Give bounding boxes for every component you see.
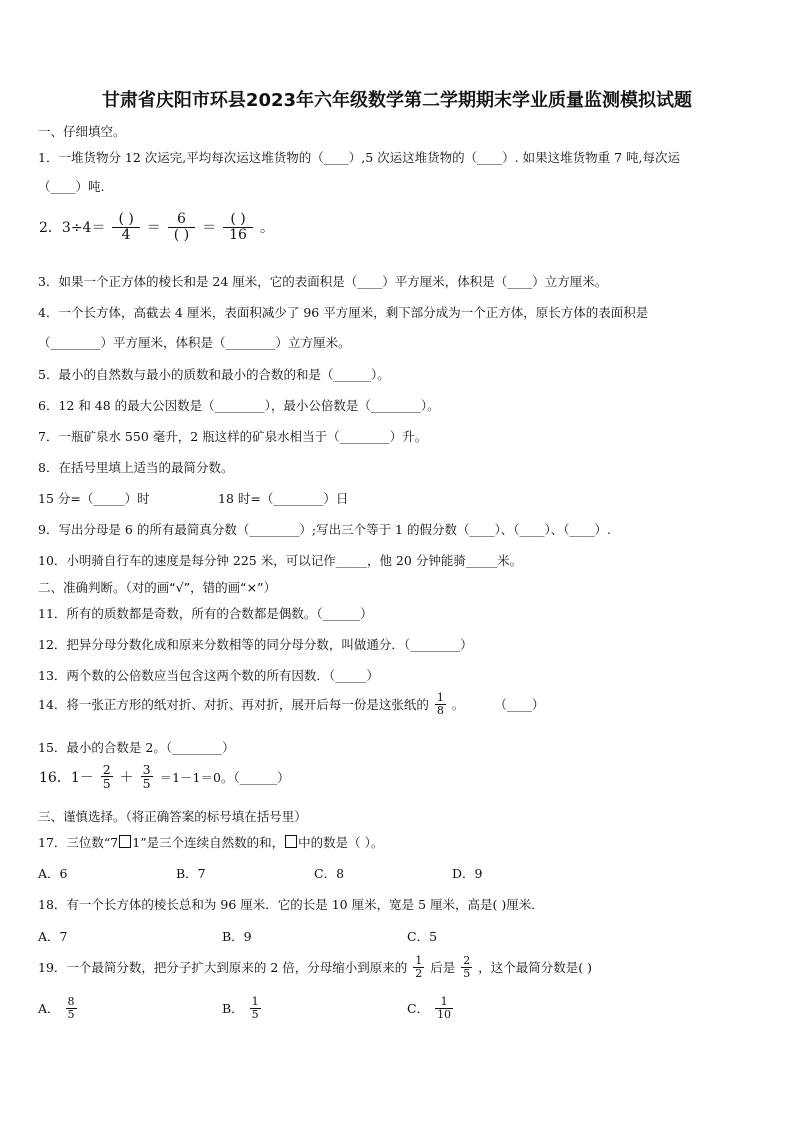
equals-sign: ＝ xyxy=(202,220,217,237)
fraction-numerator: 6 xyxy=(177,211,186,227)
question-9: 9．写出分母是 6 的所有最简真分数（________）;写出三个等于 1 的假分数（____）、（____）、（____）. xyxy=(38,522,611,537)
fraction-denominator: 5 xyxy=(102,776,111,792)
question-2-suffix: 。 xyxy=(259,220,274,237)
question-4-line-1: 4．一个长方体，高截去 4 厘米，表面积减少了 96 平方厘米，剩下部分成为一个正方体，原长方体的表面积是 xyxy=(38,305,649,320)
fraction-numerator: 2 xyxy=(102,762,111,777)
question-19-fraction-result xyxy=(461,955,472,979)
fraction-denominator: 5 xyxy=(463,966,471,980)
question-18: 18．有一个长方体的棱长总和为 96 厘米．它的长是 10 厘米，宽是 5 厘米，高是( )厘米． xyxy=(38,897,544,912)
question-14-fraction xyxy=(435,692,446,716)
fraction-denominator: 10 xyxy=(437,1007,452,1021)
question-18-option-b: B．9 xyxy=(222,929,252,944)
question-19-option-c xyxy=(407,996,455,1020)
question-2-fraction-3 xyxy=(223,212,253,242)
question-19-pre: 19．一个最简分数，把分子扩大到原来的 2 倍，分母缩小到原来的 xyxy=(38,960,408,976)
question-17-pre: 17．三位数“7 xyxy=(38,835,119,850)
question-16-fraction-1 xyxy=(101,763,113,790)
section-heading-2: 二、准确判断。（对的画“√”，错的画“×”） xyxy=(38,580,277,595)
question-14-suffix: 。 xyxy=(451,697,465,713)
question-12: 12．把异分母分数化成和原来分数相等的同分母分数，叫做通分．（________） xyxy=(38,637,473,652)
option-fraction xyxy=(435,996,453,1020)
fraction-denominator: 2 xyxy=(415,966,423,980)
fraction-denominator: 5 xyxy=(67,1007,75,1021)
section-heading-3: 三、谨慎选择。（将正确答案的标号填在括号里） xyxy=(38,809,307,824)
question-8-part-1: 15 分=（_____）时 xyxy=(38,491,150,506)
question-8-part-2: 18 时=（________）日 xyxy=(218,491,349,506)
fraction-denominator: 5 xyxy=(142,776,151,792)
question-2 xyxy=(38,212,275,242)
question-19-mid: 后是 xyxy=(430,960,456,976)
question-16-suffix: ＝1－1＝0。（______） xyxy=(159,769,290,785)
fraction-numerator: 3 xyxy=(142,762,151,777)
question-19-fraction-half xyxy=(413,955,424,979)
fraction-numerator: ( ) xyxy=(118,211,134,227)
question-14 xyxy=(38,692,544,716)
option-fraction xyxy=(66,996,77,1020)
equals-sign: ＝ xyxy=(146,220,161,237)
question-18-option-a: A．7 xyxy=(38,929,68,944)
section-heading-1: 一、仔细填空。 xyxy=(38,124,126,139)
question-18-option-c: C．5 xyxy=(407,929,438,944)
question-3: 3．如果一个正方体的棱长和是 24 厘米，它的表面积是（____）平方厘米，体积是（____）立方厘米。 xyxy=(38,274,608,289)
question-15: 15．最小的合数是 2。（________） xyxy=(38,740,235,755)
question-14-text: 14．将一张正方形的纸对折、对折、再对折，展开后每一份是这张纸的 xyxy=(38,697,429,713)
question-17-post: 中的数是（ ）。 xyxy=(298,835,384,850)
fraction-numerator: ( ) xyxy=(230,211,246,227)
question-16-fraction-2 xyxy=(141,763,153,790)
fraction-denominator: 16 xyxy=(223,227,253,243)
question-19-option-b xyxy=(222,996,263,1020)
question-13: 13．两个数的公倍数应当包含这两个数的所有因数．（_____） xyxy=(38,668,379,683)
fraction-denominator: 8 xyxy=(436,703,444,717)
question-10: 10．小明骑自行车的速度是每分钟 225 米，可以记作_____，他 20 分钟能骑_____米。 xyxy=(38,553,523,568)
question-5: 5．最小的自然数与最小的质数和最小的合数的和是（______）。 xyxy=(38,367,390,382)
question-19-option-a xyxy=(38,996,79,1020)
question-6: 6．12 和 48 的最大公因数是（________），最小公倍数是（________）。 xyxy=(38,398,440,413)
question-17-mid: 1”是三个连续自然数的和， xyxy=(132,835,285,850)
fraction-denominator: 5 xyxy=(251,1007,259,1021)
question-2-fraction-1 xyxy=(112,212,139,242)
fraction-numerator: 8 xyxy=(67,995,75,1008)
question-1-line-1: 1．一堆货物分 12 次运完,平均每次运这堆货物的（____）,5 次运这堆货物的（____）. 如果这堆货物重 7 吨,每次运 xyxy=(38,150,681,165)
fraction-numerator: 1 xyxy=(415,954,423,967)
option-fraction xyxy=(250,996,261,1020)
fraction-denominator: 4 xyxy=(112,227,139,243)
question-17-option-c: C．8 xyxy=(314,866,345,881)
question-19-post: ，这个最简分数是( ) xyxy=(478,960,592,976)
question-17-option-b: B．7 xyxy=(176,866,206,881)
plus-sign: ＋ xyxy=(119,769,134,786)
option-label: A． xyxy=(38,1001,60,1017)
box-icon xyxy=(119,835,131,848)
fraction-numerator: 2 xyxy=(463,954,471,967)
question-7: 7．一瓶矿泉水 550 毫升，2 瓶这样的矿泉水相当于（________）升。 xyxy=(38,429,428,444)
option-label: B． xyxy=(222,1001,244,1017)
question-16-prefix: 16．1－ xyxy=(39,769,94,786)
box-icon xyxy=(285,835,297,848)
question-14-blank: （____） xyxy=(494,697,545,713)
question-2-prefix: 2．3÷4＝ xyxy=(39,220,106,237)
question-2-fraction-2 xyxy=(168,212,195,242)
question-11: 11．所有的质数都是奇数，所有的合数都是偶数。（______） xyxy=(38,606,373,621)
question-1-line-2: （____）吨. xyxy=(38,179,105,194)
question-17 xyxy=(38,833,383,851)
fraction-denominator: ( ) xyxy=(168,227,195,243)
question-8-line-1: 8．在括号里填上适当的最简分数。 xyxy=(38,460,234,475)
question-17-option-d: D．9 xyxy=(452,866,483,881)
fraction-numerator: 1 xyxy=(436,691,444,704)
fraction-numerator: 1 xyxy=(251,995,259,1008)
question-4-line-2: （________）平方厘米，体积是（________）立方厘米。 xyxy=(38,335,351,350)
fraction-numerator: 1 xyxy=(440,995,448,1008)
question-17-option-a: A．6 xyxy=(38,866,68,881)
question-16 xyxy=(38,763,291,790)
page-title: 甘肃省庆阳市环县2023年六年级数学第二学期期末学业质量监测模拟试题 xyxy=(101,90,693,111)
option-label: C． xyxy=(407,1001,430,1017)
question-19 xyxy=(38,955,592,979)
